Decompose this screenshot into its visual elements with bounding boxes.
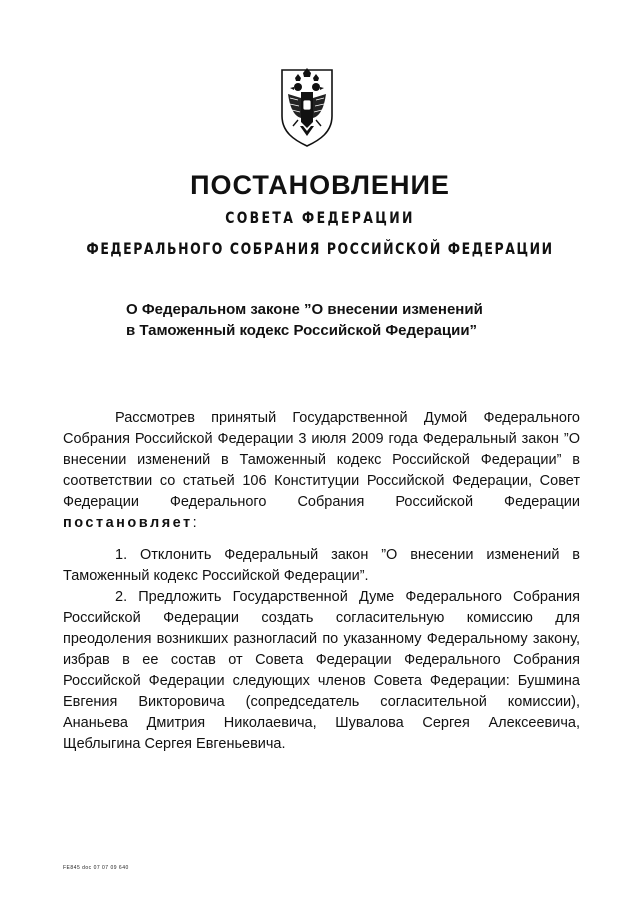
russian-coat-of-arms-icon	[276, 60, 338, 152]
resolution-subject	[126, 299, 546, 341]
intro-paragraph	[63, 408, 580, 534]
issuer-line-2: ФЕДЕРАЛЬНОГО СОБРАНИЯ РОССИЙСКОЙ ФЕДЕРАЦИИ	[86, 239, 554, 258]
decision-keyword: постановляет	[63, 515, 193, 531]
intro-text: Рассмотрев принятый Государственной Думой Федерального Собрания Российской Федерации 3 июля 2009 года Федеральный закон ”О внесении изменений в Таможенный кодекс Российской Федерации” в соответствии со статьей 106 Конституции Российской Федерации, Совет Федерации Федерального Собрания Российской Федерации	[63, 410, 580, 510]
document-title: ПОСТАНОВЛЕНИЕ	[190, 170, 450, 200]
item-2-paragraph: 2. Предложить Государственной Думе Федерального Собрания Российской Федерации создать согласительную комиссию для преодоления возникших разногласий по указанному Федеральному закону, избрав в ее состав от Совета Федерации Федерального Собрания Российской Федерации следующих членов Совета Федерации: Бушмина Евгения Викторовича (сопредседатель согласительной комиссии), Ананьева Дмитрия Николаевича, Шувалова Сергея Алексеевича, Щеблыгина Сергея Евгеньевича.	[63, 589, 580, 752]
file-reference-note: FE845 doc 07 07 09 640	[63, 865, 129, 871]
resolution-subject-line-2: в Таможенный кодекс Российской Федерации”	[126, 322, 478, 339]
item-1-paragraph: 1. Отклонить Федеральный закон ”О внесении изменений в Таможенный кодекс Российской Федерации”.	[63, 547, 580, 584]
intro-end: :	[192, 515, 197, 531]
resolution-subject-line-1: О Федеральном законе ”О внесении изменений	[126, 301, 483, 318]
issuer-line-1: СОВЕТА ФЕДЕРАЦИИ	[225, 208, 415, 227]
